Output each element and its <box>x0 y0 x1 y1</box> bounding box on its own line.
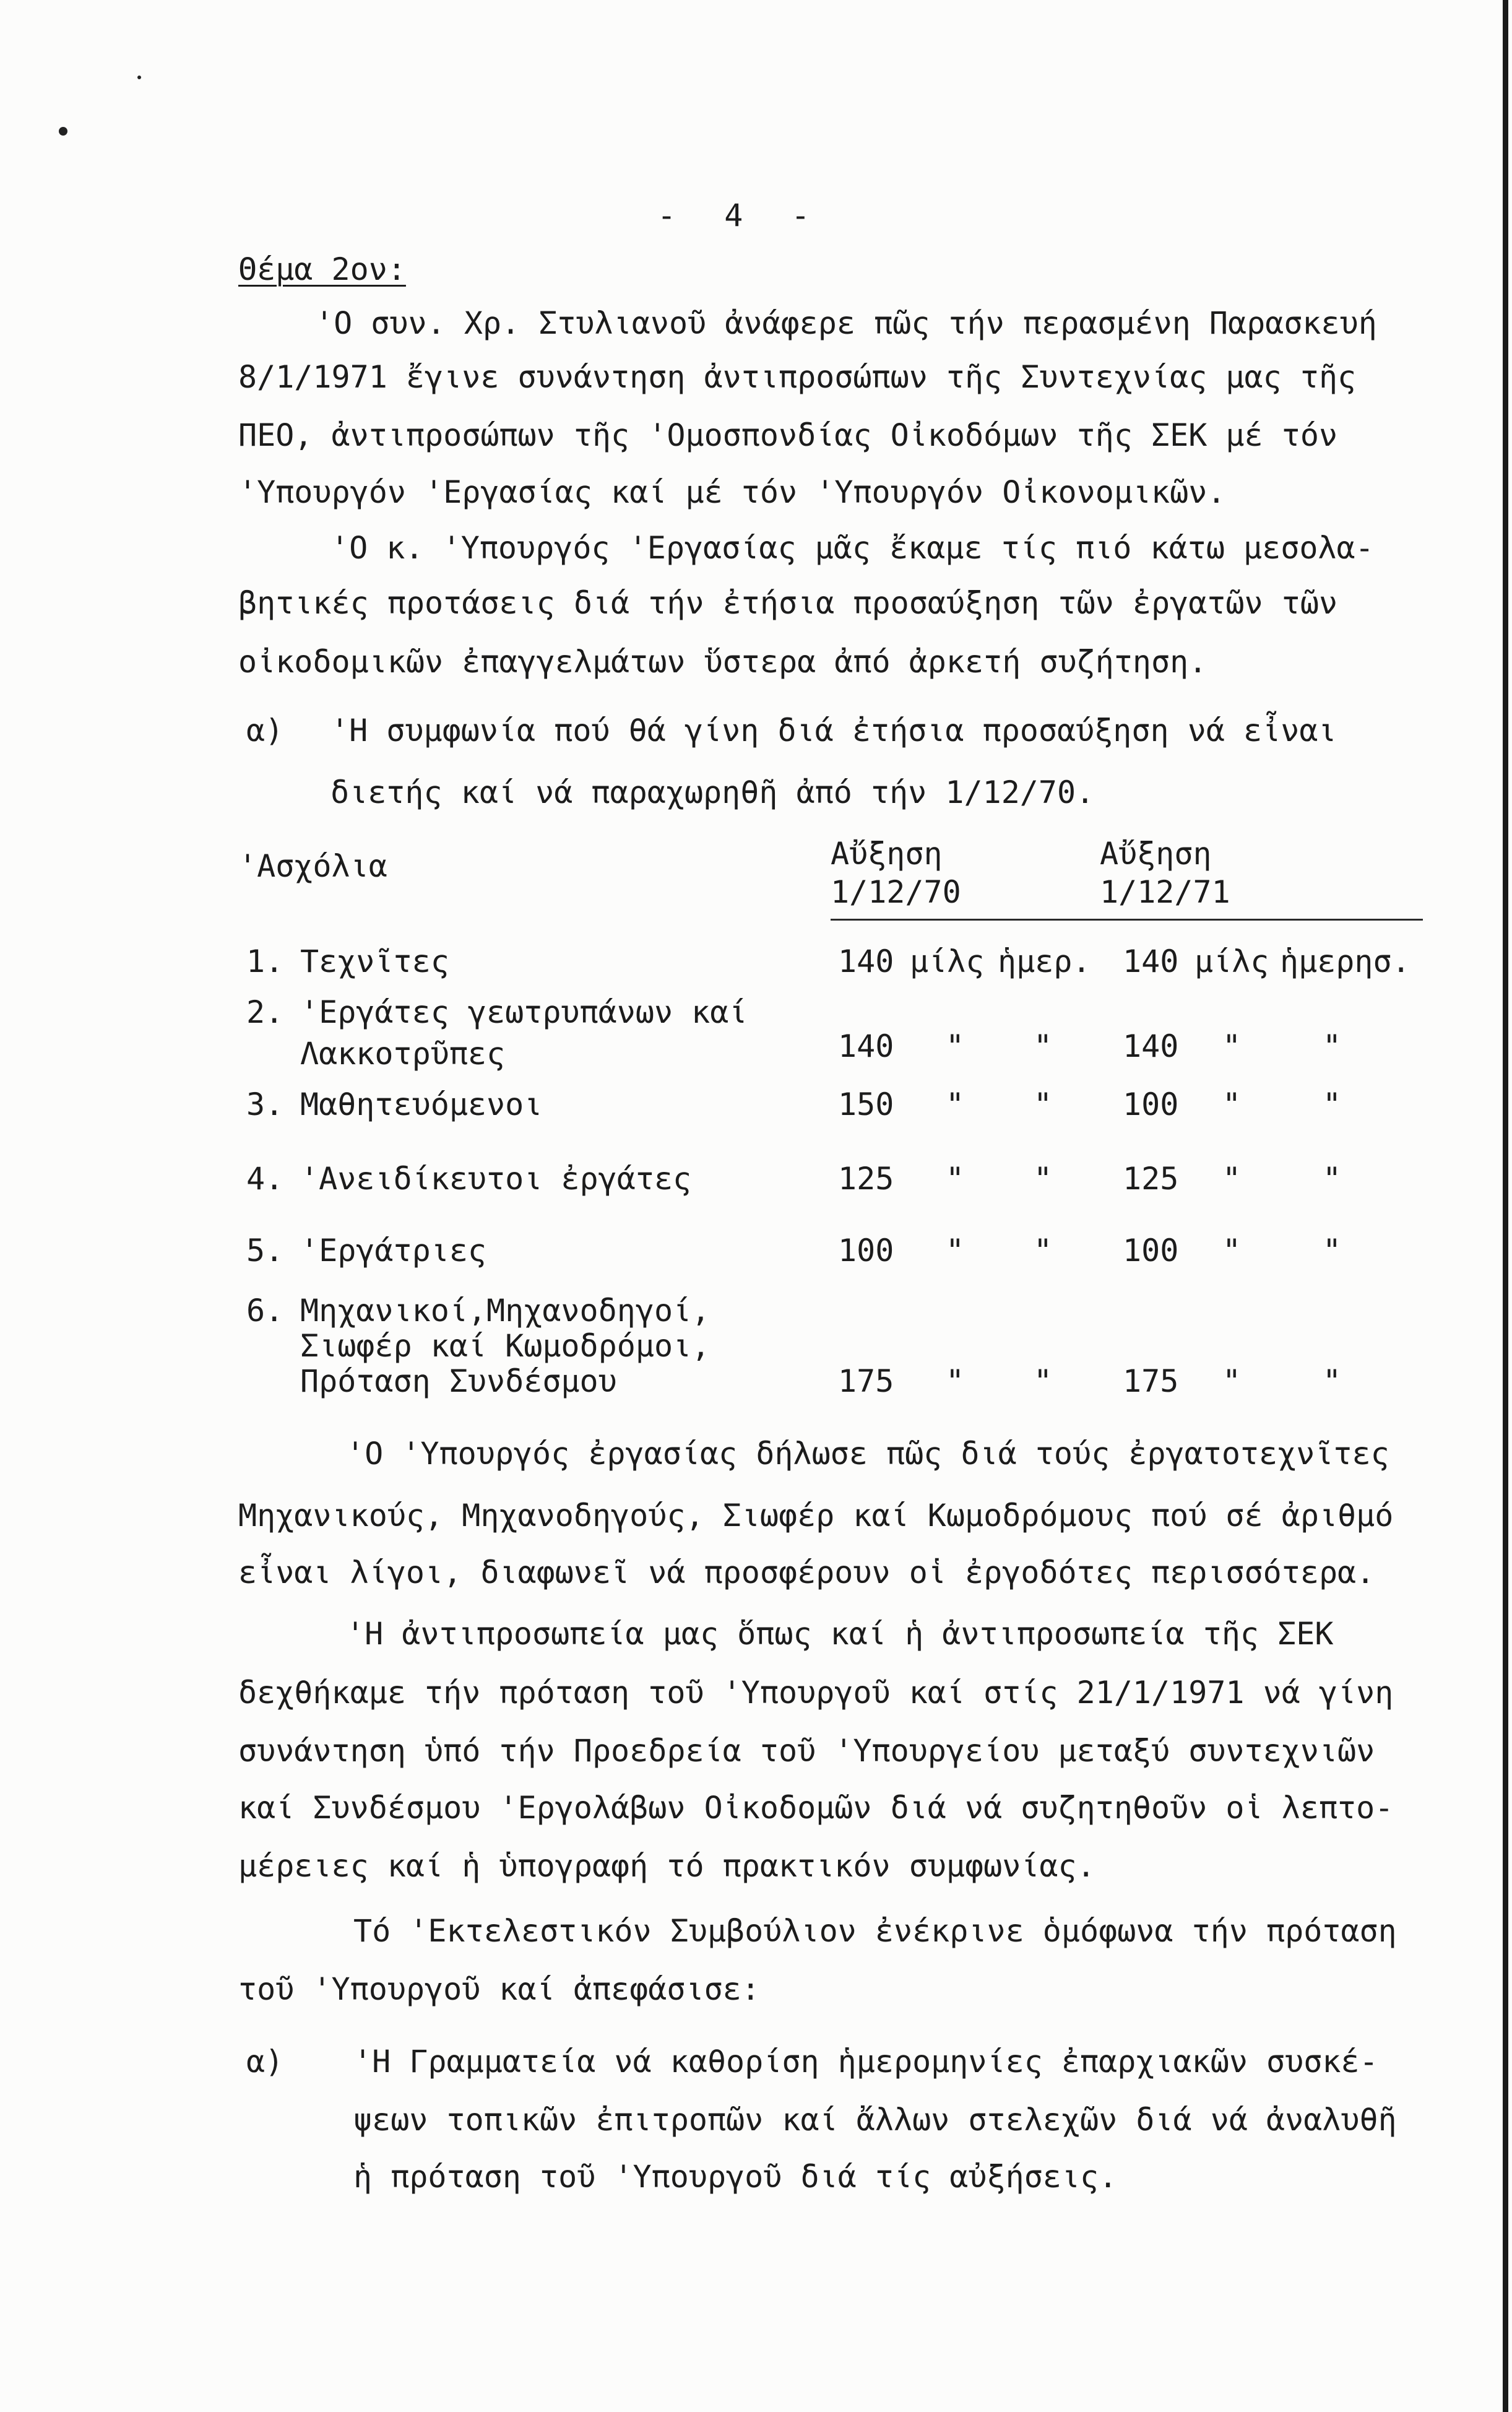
row-label: 'Ανειδίκευτοι ἐργάτες <box>300 1161 692 1197</box>
scan-page-edge <box>1503 0 1508 2412</box>
cell-col2-ditto: " <box>1323 1233 1342 1269</box>
row-label: Πρόταση Συνδέσμου <box>300 1363 617 1399</box>
list-item-line: διετής καί νά παραχωρηθῆ ἀπό τήν 1/12/70. <box>330 774 1095 810</box>
row-label: 'Εργάτριες <box>300 1233 487 1269</box>
cell-col2-value: 140 <box>1123 944 1179 979</box>
cell-col1-ditto: " <box>946 1161 965 1197</box>
paragraph-line: μέρειες καί ἡ ὑπογραφή τό πρακτικόν συμφωνίας. <box>238 1848 1095 1884</box>
row-number: 5. <box>246 1233 284 1269</box>
cell-col2-value: 140 <box>1123 1028 1179 1064</box>
table-header-col1: Αὔξηση <box>831 836 943 872</box>
row-label: Σιωφέρ καί Κωμοδρόμοι, <box>300 1328 711 1364</box>
list-item-line: ψεων τοπικῶν ἐπιτροπῶν καί ἄλλων στελεχῶν διά νά ἀναλυθῆ <box>353 2102 1397 2138</box>
paragraph-line: 'Ο 'Υπουργός ἐργασίας δήλωσε πῶς διά τούς ἐργατοτεχνῖτες <box>346 1436 1389 1472</box>
paragraph-line: δεχθήκαμε τήν πρόταση τοῦ 'Υπουργοῦ καί στίς 21/1/1971 νά γίνη <box>238 1675 1394 1711</box>
list-item-line: ἡ πρόταση τοῦ 'Υπουργοῦ διά τίς αὐξήσεις. <box>353 2159 1118 2195</box>
list-item-line: 'Η Γραμματεία νά καθορίση ἡμερομηνίες ἐπαρχιακῶν συσκέ- <box>353 2044 1378 2080</box>
cell-col2-ditto: " <box>1222 1087 1242 1122</box>
paragraph-line: 'Ο συν. Χρ. Στυλιανοῦ ἀνάφερε πῶς τήν περασμένη Παρασκευή <box>315 305 1377 341</box>
cell-col2-value: 100 <box>1123 1087 1179 1122</box>
row-number: 1. <box>246 944 284 979</box>
cell-col2-ditto: " <box>1323 1087 1342 1122</box>
cell-col2-ditto: " <box>1222 1028 1242 1064</box>
paragraph-line: οἰκοδομικῶν ἐπαγγελμάτων ὕστερα ἀπό ἀρκετή συζήτηση. <box>238 644 1207 680</box>
table-header-occupation: 'Ασχόλια <box>238 848 387 884</box>
cell-col2-ditto: " <box>1323 1028 1342 1064</box>
paragraph-line: Τό 'Εκτελεστικόν Συμβούλιον ἐνέκρινε ὁμόφωνα τήν πρόταση <box>353 1913 1397 1949</box>
cell-col1-ditto: " <box>946 1363 965 1399</box>
cell-col1-ditto: " <box>1034 1233 1053 1269</box>
cell-col1-ditto: " <box>946 1233 965 1269</box>
paragraph-line: τοῦ 'Υπουργοῦ καί ἀπεφάσισε: <box>238 1971 760 2007</box>
cell-col1-period: ἡμερ. <box>998 944 1091 979</box>
list-marker: α) <box>246 713 284 748</box>
cell-col1-value: 140 <box>838 1028 894 1064</box>
cell-col1-unit: μίλς <box>910 944 985 979</box>
cell-col2-ditto: " <box>1323 1161 1342 1197</box>
table-header-col2-date: 1/12/71 <box>1100 874 1230 910</box>
paragraph-line: βητικές προτάσεις διά τήν ἐτήσια προσαύξηση τῶν ἐργατῶν τῶν <box>238 585 1338 621</box>
row-label: Μηχανικοί,Μηχανοδηγοί, <box>300 1293 711 1329</box>
cell-col2-ditto: " <box>1222 1233 1242 1269</box>
cell-col1-value: 140 <box>838 944 894 979</box>
cell-col2-period: ἡμερησ. <box>1280 944 1410 979</box>
cell-col2-value: 175 <box>1123 1363 1179 1399</box>
row-label: Λακκοτρῦπες <box>300 1036 506 1072</box>
paragraph-line: καί Συνδέσμου 'Εργολάβων Οἰκοδομῶν διά νά συζητηθοῦν οἱ λεπτο- <box>238 1790 1394 1826</box>
row-number: 4. <box>246 1161 284 1197</box>
paragraph-line: Μηχανικούς, Μηχανοδηγούς, Σιωφέρ καί Κωμοδρόμους πού σέ ἀριθμό <box>238 1498 1394 1534</box>
list-item-line: 'Η συμφωνία πού θά γίνη διά ἐτήσια προσαύξηση νά εἶναι <box>330 713 1337 748</box>
cell-col2-value: 100 <box>1123 1233 1179 1269</box>
cell-col1-value: 150 <box>838 1087 894 1122</box>
list-marker: α) <box>246 2044 284 2080</box>
cell-col2-unit: μίλς <box>1194 944 1269 979</box>
cell-col2-ditto: " <box>1222 1363 1242 1399</box>
paragraph-line: 'Η ἀντιπροσωπεία μας ὅπως καί ἡ ἀντιπροσωπεία τῆς ΣΕΚ <box>346 1616 1334 1652</box>
cell-col2-ditto: " <box>1323 1363 1342 1399</box>
cell-col1-ditto: " <box>1034 1161 1053 1197</box>
cell-col2-ditto: " <box>1222 1161 1242 1197</box>
row-label: 'Εργάτες γεωτρυπάνων καί <box>300 994 748 1030</box>
cell-col1-value: 125 <box>838 1161 894 1197</box>
scan-speck <box>59 127 67 136</box>
section-heading: Θέμα 2ον: <box>238 251 406 287</box>
cell-col1-ditto: " <box>1034 1087 1053 1122</box>
table-header-rule <box>831 919 1423 921</box>
page-number: - 4 - <box>657 197 825 233</box>
cell-col1-ditto: " <box>946 1028 965 1064</box>
paragraph-line: ΠΕΟ, ἀντιπροσώπων τῆς 'Ομοσπονδίας Οἰκοδόμων τῆς ΣΕΚ μέ τόν <box>238 417 1338 453</box>
cell-col1-ditto: " <box>1034 1363 1053 1399</box>
paragraph-line: εἶναι λίγοι, διαφωνεῖ νά προσφέρουν οἱ ἐργοδότες περισσότερα. <box>238 1555 1375 1590</box>
paragraph-line: 'Υπουργόν 'Εργασίας καί μέ τόν 'Υπουργόν Οἰκονομικῶν. <box>238 474 1226 510</box>
row-label: Μαθητευόμενοι <box>300 1087 543 1122</box>
cell-col1-ditto: " <box>1034 1028 1053 1064</box>
cell-col1-value: 100 <box>838 1233 894 1269</box>
cell-col1-value: 175 <box>838 1363 894 1399</box>
cell-col2-value: 125 <box>1123 1161 1179 1197</box>
table-header-col1-date: 1/12/70 <box>831 874 961 910</box>
row-number: 6. <box>246 1293 284 1329</box>
row-label: Τεχνῖτες <box>300 944 449 979</box>
paragraph-line: συνάντηση ὑπό τήν Προεδρεία τοῦ 'Υπουργείου μεταξύ συντεχνιῶν <box>238 1733 1375 1769</box>
scan-speck <box>137 76 141 79</box>
table-header-col2: Αὔξηση <box>1100 836 1212 872</box>
cell-col1-ditto: " <box>946 1087 965 1122</box>
paragraph-line: 'Ο κ. 'Υπουργός 'Εργασίας μᾶς ἔκαμε τίς πιό κάτω μεσολα- <box>330 530 1374 566</box>
paragraph-line: 8/1/1971 ἔγινε συνάντηση ἀντιπροσώπων τῆς Συντεχνίας μας τῆς <box>238 359 1357 395</box>
row-number: 3. <box>246 1087 284 1122</box>
row-number: 2. <box>246 994 284 1030</box>
